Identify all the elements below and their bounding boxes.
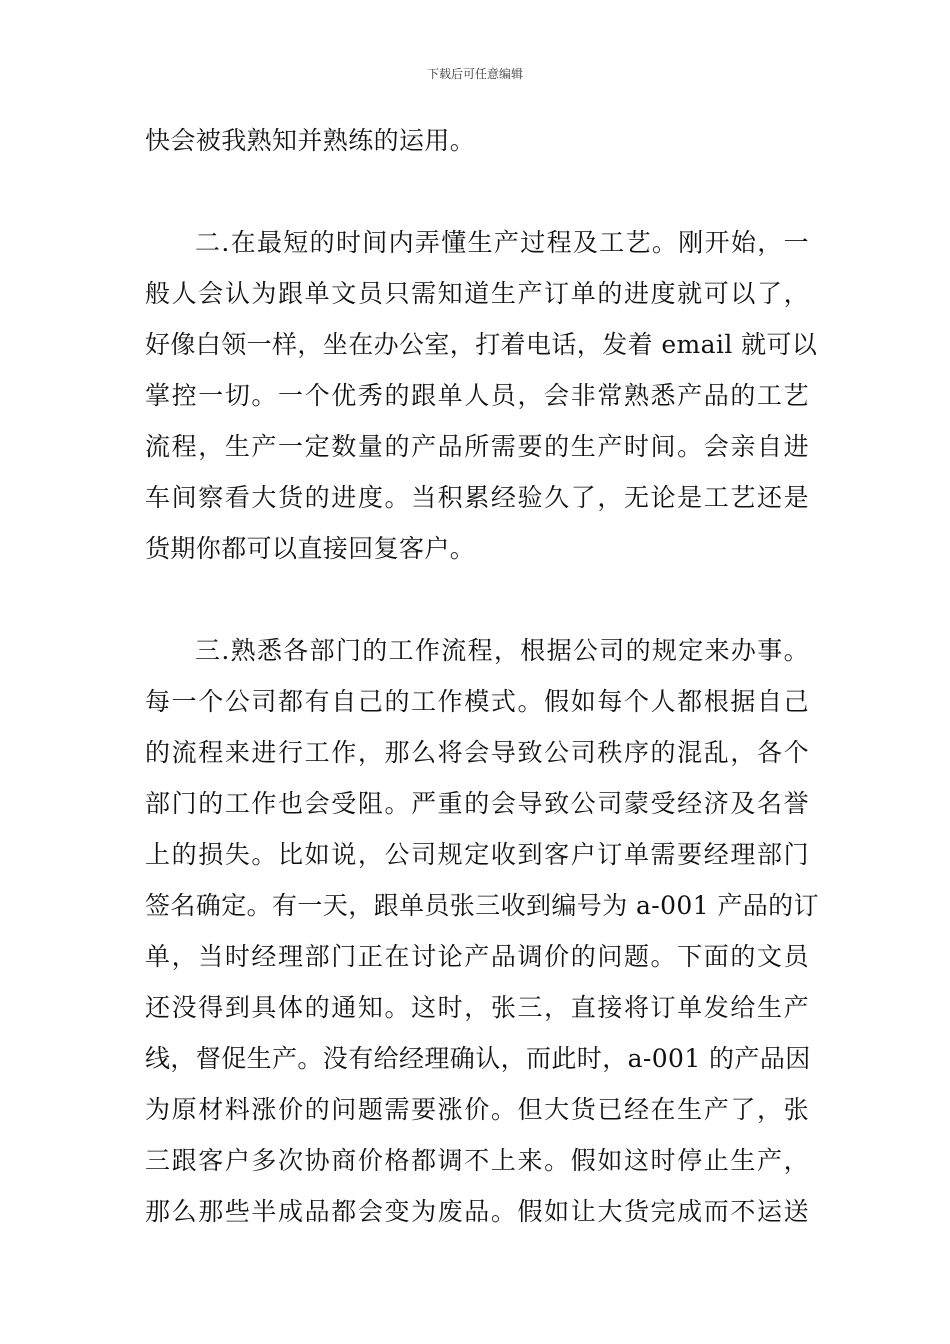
text-line: 签名确定。有一天，跟单员张三收到编号为 a-001 产品的订 [145, 891, 819, 920]
paragraph-1 [145, 126, 809, 177]
text-line: 流程，生产一定数量的产品所需要的生产时间。会亲自进 [145, 432, 809, 461]
text-line: 单，当时经理部门正在讨论产品调价的问题。下面的文员 [145, 942, 809, 971]
text-line: 三跟客户多次协商价格都调不上来。假如这时停止生产， [145, 1146, 809, 1175]
text-line: 货期你都可以直接回复客户。 [145, 534, 476, 563]
text-line: 那么那些半成品都会变为废品。假如让大货完成而不运送 [145, 1197, 809, 1226]
text-line: 好像白领一样，坐在办公室，打着电话，发着 email 就可以 [145, 330, 818, 359]
text-line: 还没得到具体的通知。这时，张三，直接将订单发给生产 [145, 993, 809, 1022]
text-line: 每一个公司都有自己的工作模式。假如每个人都根据自己 [145, 687, 809, 716]
paragraph-gap [145, 177, 809, 228]
text-line: 般人会认为跟单文员只需知道生产订单的进度就可以了， [145, 279, 809, 308]
text-line: 车间察看大货的进度。当积累经验久了，无论是工艺还是 [145, 483, 809, 512]
text-line: 上的损失。比如说，公司规定收到客户订单需要经理部门 [145, 840, 809, 869]
page-header: 下载后可任意编辑 [426, 67, 523, 81]
text-line: 的流程来进行工作，那么将会导致公司秩序的混乱，各个 [145, 738, 809, 767]
text-line: 部门的工作也会受阻。严重的会导致公司蒙受经济及名誉 [145, 789, 809, 818]
text-line: 二.在最短的时间内弄懂生产过程及工艺。刚开始，一 [195, 228, 809, 257]
text-line: 为原材料涨价的问题需要涨价。但大货已经在生产了，张 [145, 1095, 809, 1124]
paragraph-3 [145, 636, 819, 1248]
text-line: 三.熟悉各部门的工作流程，根据公司的规定来办事。 [195, 636, 809, 665]
document-body [145, 126, 819, 1248]
paragraph-2 [145, 228, 818, 585]
text-line: 掌控一切。一个优秀的跟单人员，会非常熟悉产品的工艺 [145, 381, 809, 410]
text-line: 线，督促生产。没有给经理确认，而此时，a-001 的产品因 [145, 1044, 811, 1073]
paragraph-gap [145, 585, 809, 636]
text-line: 快会被我熟知并熟练的运用。 [145, 126, 476, 155]
